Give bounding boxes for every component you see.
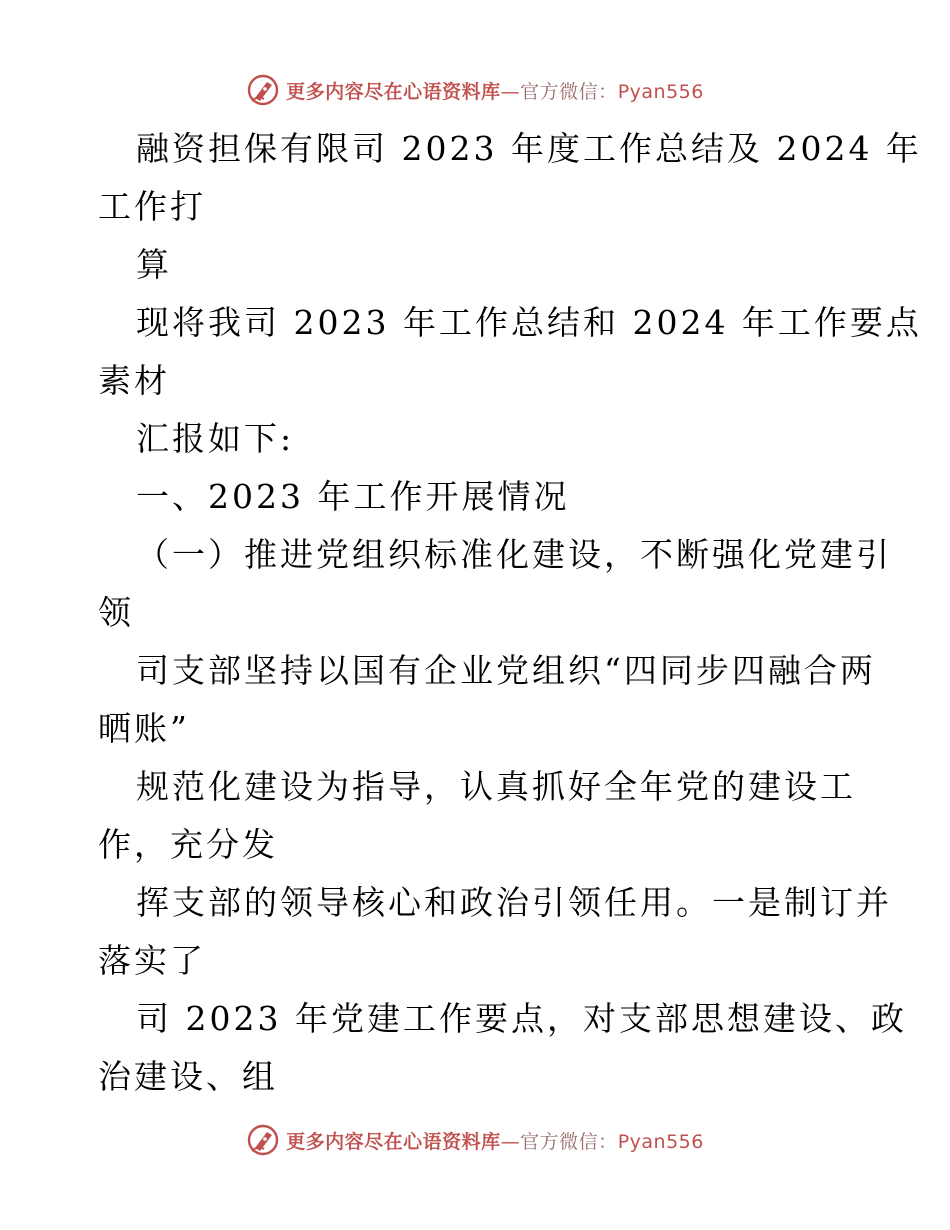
document-line: 司 2023 年党建工作要点，对支部思想建设、政 xyxy=(136,999,907,1038)
footer-watermark-banner xyxy=(0,1120,950,1160)
document-line: 挥支部的领导核心和政治引领任用。一是制订并 xyxy=(136,883,892,922)
header-wechat-id: Pyan556 xyxy=(617,80,704,103)
document-line: 治建设、组 xyxy=(98,1057,278,1096)
document-line: 现将我司 2023 年工作总结和 2024 年工作要点 xyxy=(136,303,922,342)
header-separator: — xyxy=(500,80,521,103)
pen-nib-logo-icon xyxy=(246,73,280,107)
document-line: 司支部坚持以国有企业党组织“四同步四融合两 xyxy=(136,651,876,690)
document-line: 晒账” xyxy=(98,709,190,748)
footer-wechat-id: Pyan556 xyxy=(617,1130,704,1153)
document-line: 算 xyxy=(136,245,172,284)
document-line: 落实了 xyxy=(98,941,206,980)
document-line: 一、2023 年工作开展情况 xyxy=(136,477,570,516)
header-watermark-banner xyxy=(0,70,950,110)
document-line: 汇报如下: xyxy=(136,419,295,458)
document-body xyxy=(98,120,922,1106)
document-line: 工作打 xyxy=(98,187,206,226)
header-wechat-label: 官方微信： xyxy=(520,80,618,103)
document-line: 融资担保有限司 2023 年度工作总结及 2024 年 xyxy=(136,129,922,168)
pen-nib-logo-icon xyxy=(246,1123,280,1157)
footer-separator: — xyxy=(500,1130,521,1153)
document-line: 素材 xyxy=(98,361,170,400)
document-line: 规范化建设为指导，认真抓好全年党的建设工 xyxy=(136,767,856,806)
footer-brand-text: 更多内容尽在心语资料库 xyxy=(286,1130,501,1153)
document-line: （一）推进党组织标准化建设，不断强化党建引 xyxy=(136,535,892,574)
document-line: 作，充分发 xyxy=(98,825,278,864)
header-brand-text: 更多内容尽在心语资料库 xyxy=(286,80,501,103)
document-line: 领 xyxy=(98,593,134,632)
footer-wechat-label: 官方微信： xyxy=(520,1130,618,1153)
